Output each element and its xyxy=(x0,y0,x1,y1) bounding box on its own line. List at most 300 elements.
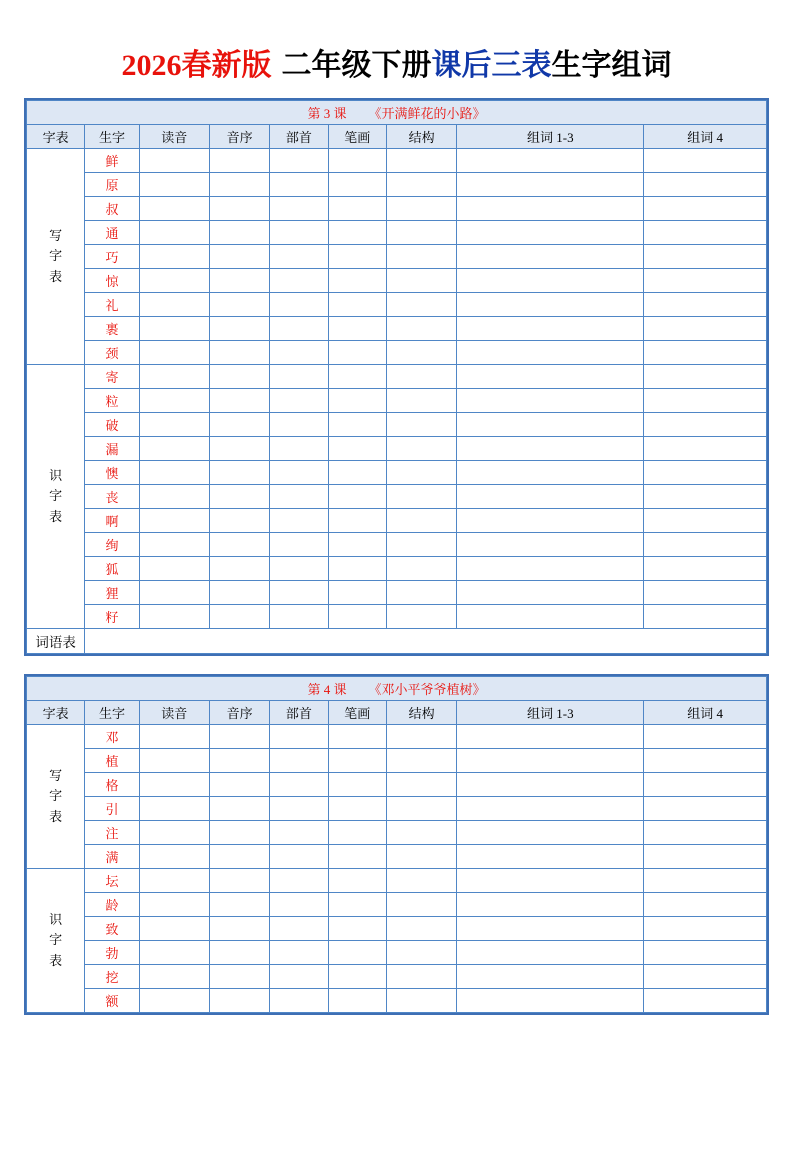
cell-jiegou[interactable] xyxy=(386,509,456,533)
cell-zuci-1-3[interactable] xyxy=(457,845,644,869)
cell-bihua[interactable] xyxy=(328,245,386,269)
cell-zuci-4[interactable] xyxy=(644,293,767,317)
cell-jiegou[interactable] xyxy=(386,941,456,965)
cell-jiegou[interactable] xyxy=(386,461,456,485)
cell-bihua[interactable] xyxy=(328,581,386,605)
cell-duyin[interactable] xyxy=(139,845,209,869)
table-row xyxy=(27,269,767,293)
cell-duyin[interactable] xyxy=(139,725,209,749)
cell-duyin[interactable] xyxy=(139,485,209,509)
table-row xyxy=(27,389,767,413)
col-header-jiegou: 结构 xyxy=(386,701,456,725)
cell-zuci-1-3[interactable] xyxy=(457,533,644,557)
cell-bushou[interactable] xyxy=(270,173,328,197)
lesson-table-4 xyxy=(26,676,767,1013)
table-row xyxy=(27,821,767,845)
cell-word-table-content[interactable] xyxy=(85,629,767,654)
cell-jiegou[interactable] xyxy=(386,245,456,269)
cell-bushou[interactable] xyxy=(270,797,328,821)
cell-zuci-1-3[interactable] xyxy=(457,797,644,821)
cell-bihua[interactable] xyxy=(328,149,386,173)
cell-zuci-4[interactable] xyxy=(644,725,767,749)
cell-duyin[interactable] xyxy=(139,581,209,605)
cell-zuci-1-3[interactable] xyxy=(457,413,644,437)
cell-bihua[interactable] xyxy=(328,869,386,893)
cell-bihua[interactable] xyxy=(328,293,386,317)
cell-bushou[interactable] xyxy=(270,917,328,941)
cell-yinxu[interactable] xyxy=(209,149,269,173)
cell-bihua[interactable] xyxy=(328,509,386,533)
hanzi-cell: 寄 xyxy=(85,365,139,389)
hanzi-cell: 叔 xyxy=(85,197,139,221)
cell-duyin[interactable] xyxy=(139,269,209,293)
table-row xyxy=(27,557,767,581)
cell-duyin[interactable] xyxy=(139,773,209,797)
col-header-zuci-4: 组词 4 xyxy=(644,125,767,149)
cell-duyin[interactable] xyxy=(139,389,209,413)
cell-bushou[interactable] xyxy=(270,509,328,533)
cell-zuci-1-3[interactable] xyxy=(457,989,644,1013)
cell-bihua[interactable] xyxy=(328,989,386,1013)
table-row xyxy=(27,749,767,773)
document-page xyxy=(0,40,793,1162)
cell-jiegou[interactable] xyxy=(386,581,456,605)
cell-zuci-1-3[interactable] xyxy=(457,773,644,797)
cell-zuci-1-3[interactable] xyxy=(457,221,644,245)
cell-bushou[interactable] xyxy=(270,557,328,581)
table-row xyxy=(27,917,767,941)
col-header-bihua: 笔画 xyxy=(328,701,386,725)
hanzi-cell: 破 xyxy=(85,413,139,437)
table-row xyxy=(27,797,767,821)
cell-jiegou[interactable] xyxy=(386,869,456,893)
cell-yinxu[interactable] xyxy=(209,173,269,197)
cell-yinxu[interactable] xyxy=(209,557,269,581)
cell-jiegou[interactable] xyxy=(386,605,456,629)
cell-bushou[interactable] xyxy=(270,869,328,893)
hanzi-cell: 懊 xyxy=(85,461,139,485)
cell-zuci-1-3[interactable] xyxy=(457,485,644,509)
cell-duyin[interactable] xyxy=(139,509,209,533)
lesson-name: 《邓小平爷爷植树》 xyxy=(368,682,486,697)
table-row xyxy=(27,437,767,461)
col-header-shengzi: 生字 xyxy=(85,125,139,149)
cell-bihua[interactable] xyxy=(328,941,386,965)
hanzi-cell: 丧 xyxy=(85,485,139,509)
cell-jiegou[interactable] xyxy=(386,437,456,461)
cell-zuci-4[interactable] xyxy=(644,605,767,629)
cell-zuci-1-3[interactable] xyxy=(457,965,644,989)
cell-bushou[interactable] xyxy=(270,293,328,317)
cell-zuci-4[interactable] xyxy=(644,485,767,509)
cell-yinxu[interactable] xyxy=(209,269,269,293)
cell-zuci-1-3[interactable] xyxy=(457,149,644,173)
group-label-word-table: 词语表 xyxy=(27,629,85,654)
hanzi-cell: 坛 xyxy=(85,869,139,893)
cell-zuci-4[interactable] xyxy=(644,965,767,989)
cell-bushou[interactable] xyxy=(270,317,328,341)
cell-jiegou[interactable] xyxy=(386,893,456,917)
cell-zuci-4[interactable] xyxy=(644,533,767,557)
cell-zuci-4[interactable] xyxy=(644,197,767,221)
hanzi-cell: 挖 xyxy=(85,965,139,989)
cell-bihua[interactable] xyxy=(328,797,386,821)
hanzi-cell: 邓 xyxy=(85,725,139,749)
cell-zuci-4[interactable] xyxy=(644,365,767,389)
cell-bihua[interactable] xyxy=(328,605,386,629)
cell-yinxu[interactable] xyxy=(209,197,269,221)
cell-zuci-1-3[interactable] xyxy=(457,509,644,533)
hanzi-cell: 惊 xyxy=(85,269,139,293)
hanzi-cell: 植 xyxy=(85,749,139,773)
cell-zuci-1-3[interactable] xyxy=(457,389,644,413)
cell-zuci-4[interactable] xyxy=(644,269,767,293)
column-header-row xyxy=(27,701,767,725)
word-table-row xyxy=(27,629,767,654)
cell-bihua[interactable] xyxy=(328,533,386,557)
cell-bihua[interactable] xyxy=(328,413,386,437)
cell-yinxu[interactable] xyxy=(209,869,269,893)
cell-duyin[interactable] xyxy=(139,821,209,845)
cell-yinxu[interactable] xyxy=(209,797,269,821)
cell-duyin[interactable] xyxy=(139,989,209,1013)
cell-bihua[interactable] xyxy=(328,269,386,293)
cell-yinxu[interactable] xyxy=(209,365,269,389)
cell-bushou[interactable] xyxy=(270,605,328,629)
cell-duyin[interactable] xyxy=(139,197,209,221)
cell-yinxu[interactable] xyxy=(209,725,269,749)
table-row xyxy=(27,341,767,365)
cell-yinxu[interactable] xyxy=(209,845,269,869)
cell-zuci-4[interactable] xyxy=(644,461,767,485)
cell-duyin[interactable] xyxy=(139,917,209,941)
cell-jiegou[interactable] xyxy=(386,725,456,749)
cell-zuci-1-3[interactable] xyxy=(457,245,644,269)
cell-bihua[interactable] xyxy=(328,461,386,485)
cell-zuci-1-3[interactable] xyxy=(457,557,644,581)
cell-duyin[interactable] xyxy=(139,365,209,389)
cell-bushou[interactable] xyxy=(270,581,328,605)
cell-jiegou[interactable] xyxy=(386,269,456,293)
cell-bushou[interactable] xyxy=(270,341,328,365)
cell-bushou[interactable] xyxy=(270,461,328,485)
col-header-bihua: 笔画 xyxy=(328,125,386,149)
cell-zuci-4[interactable] xyxy=(644,389,767,413)
cell-yinxu[interactable] xyxy=(209,941,269,965)
cell-jiegou[interactable] xyxy=(386,317,456,341)
title-part-topic: 生字组词 xyxy=(551,49,672,82)
cell-bushou[interactable] xyxy=(270,749,328,773)
cell-duyin[interactable] xyxy=(139,893,209,917)
cell-yinxu[interactable] xyxy=(209,245,269,269)
cell-zuci-1-3[interactable] xyxy=(457,749,644,773)
cell-jiegou[interactable] xyxy=(386,485,456,509)
hanzi-cell: 礼 xyxy=(85,293,139,317)
cell-jiegou[interactable] xyxy=(386,749,456,773)
cell-zuci-4[interactable] xyxy=(644,845,767,869)
cell-bihua[interactable] xyxy=(328,485,386,509)
lesson-table-3 xyxy=(26,100,767,654)
cell-duyin[interactable] xyxy=(139,341,209,365)
hanzi-cell: 漏 xyxy=(85,437,139,461)
cell-zuci-4[interactable] xyxy=(644,869,767,893)
cell-bihua[interactable] xyxy=(328,749,386,773)
table-row xyxy=(27,413,767,437)
cell-jiegou[interactable] xyxy=(386,773,456,797)
cell-jiegou[interactable] xyxy=(386,965,456,989)
cell-bihua[interactable] xyxy=(328,317,386,341)
cell-jiegou[interactable] xyxy=(386,917,456,941)
cell-yinxu[interactable] xyxy=(209,893,269,917)
cell-bushou[interactable] xyxy=(270,245,328,269)
cell-zuci-4[interactable] xyxy=(644,941,767,965)
cell-zuci-4[interactable] xyxy=(644,797,767,821)
cell-zuci-4[interactable] xyxy=(644,245,767,269)
cell-bihua[interactable] xyxy=(328,845,386,869)
table-row xyxy=(27,773,767,797)
cell-bihua[interactable] xyxy=(328,773,386,797)
table-row xyxy=(27,485,767,509)
cell-duyin[interactable] xyxy=(139,749,209,773)
cell-duyin[interactable] xyxy=(139,533,209,557)
cell-yinxu[interactable] xyxy=(209,437,269,461)
hanzi-cell: 注 xyxy=(85,821,139,845)
cell-duyin[interactable] xyxy=(139,869,209,893)
cell-bushou[interactable] xyxy=(270,389,328,413)
table-row xyxy=(27,293,767,317)
cell-zuci-1-3[interactable] xyxy=(457,581,644,605)
cell-yinxu[interactable] xyxy=(209,317,269,341)
cell-zuci-1-3[interactable] xyxy=(457,293,644,317)
cell-yinxu[interactable] xyxy=(209,341,269,365)
cell-zuci-1-3[interactable] xyxy=(457,269,644,293)
cell-zuci-4[interactable] xyxy=(644,173,767,197)
cell-zuci-1-3[interactable] xyxy=(457,917,644,941)
cell-bihua[interactable] xyxy=(328,725,386,749)
cell-yinxu[interactable] xyxy=(209,989,269,1013)
cell-bihua[interactable] xyxy=(328,437,386,461)
cell-bihua[interactable] xyxy=(328,821,386,845)
cell-zuci-1-3[interactable] xyxy=(457,869,644,893)
hanzi-cell: 巧 xyxy=(85,245,139,269)
cell-bushou[interactable] xyxy=(270,893,328,917)
cell-bushou[interactable] xyxy=(270,149,328,173)
cell-bihua[interactable] xyxy=(328,557,386,581)
col-header-jiegou: 结构 xyxy=(386,125,456,149)
cell-zuci-1-3[interactable] xyxy=(457,461,644,485)
cell-zuci-4[interactable] xyxy=(644,989,767,1013)
cell-bihua[interactable] xyxy=(328,365,386,389)
cell-yinxu[interactable] xyxy=(209,965,269,989)
cell-duyin[interactable] xyxy=(139,413,209,437)
cell-bushou[interactable] xyxy=(270,773,328,797)
cell-yinxu[interactable] xyxy=(209,293,269,317)
col-header-zuci-4: 组词 4 xyxy=(644,701,767,725)
cell-jiegou[interactable] xyxy=(386,389,456,413)
cell-yinxu[interactable] xyxy=(209,605,269,629)
cell-zuci-4[interactable] xyxy=(644,581,767,605)
cell-jiegou[interactable] xyxy=(386,413,456,437)
cell-duyin[interactable] xyxy=(139,557,209,581)
table-row xyxy=(27,893,767,917)
table-row xyxy=(27,869,767,893)
cell-zuci-4[interactable] xyxy=(644,893,767,917)
hanzi-cell: 粒 xyxy=(85,389,139,413)
cell-bushou[interactable] xyxy=(270,533,328,557)
cell-jiegou[interactable] xyxy=(386,149,456,173)
cell-zuci-4[interactable] xyxy=(644,557,767,581)
cell-jiegou[interactable] xyxy=(386,533,456,557)
table-row xyxy=(27,989,767,1013)
cell-zuci-1-3[interactable] xyxy=(457,317,644,341)
cell-jiegou[interactable] xyxy=(386,341,456,365)
cell-bushou[interactable] xyxy=(270,365,328,389)
cell-duyin[interactable] xyxy=(139,437,209,461)
cell-zuci-4[interactable] xyxy=(644,341,767,365)
col-header-zibiao: 字表 xyxy=(27,125,85,149)
cell-zuci-1-3[interactable] xyxy=(457,173,644,197)
hanzi-cell: 狐 xyxy=(85,557,139,581)
hanzi-cell: 满 xyxy=(85,845,139,869)
cell-yinxu[interactable] xyxy=(209,221,269,245)
hanzi-cell: 额 xyxy=(85,989,139,1013)
cell-duyin[interactable] xyxy=(139,221,209,245)
lesson-number: 第 3 课 xyxy=(307,106,347,121)
group-label-write-table: 写 字 表 xyxy=(27,149,85,365)
cell-zuci-1-3[interactable] xyxy=(457,821,644,845)
title-part-grade: 二年级下册 xyxy=(281,49,432,82)
cell-bushou[interactable] xyxy=(270,965,328,989)
cell-jiegou[interactable] xyxy=(386,221,456,245)
cell-yinxu[interactable] xyxy=(209,821,269,845)
table-row xyxy=(27,173,767,197)
column-header-row xyxy=(27,125,767,149)
hanzi-cell: 致 xyxy=(85,917,139,941)
cell-zuci-4[interactable] xyxy=(644,917,767,941)
cell-zuci-4[interactable] xyxy=(644,317,767,341)
cell-yinxu[interactable] xyxy=(209,485,269,509)
cell-yinxu[interactable] xyxy=(209,509,269,533)
cell-jiegou[interactable] xyxy=(386,557,456,581)
group-label-write-table: 写 字 表 xyxy=(27,725,85,869)
cell-yinxu[interactable] xyxy=(209,581,269,605)
cell-zuci-4[interactable] xyxy=(644,749,767,773)
cell-bushou[interactable] xyxy=(270,413,328,437)
table-row xyxy=(27,941,767,965)
cell-jiegou[interactable] xyxy=(386,173,456,197)
cell-zuci-1-3[interactable] xyxy=(457,725,644,749)
cell-duyin[interactable] xyxy=(139,293,209,317)
hanzi-cell: 鲜 xyxy=(85,149,139,173)
title-part-section: 课后三表 xyxy=(431,49,552,82)
cell-bushou[interactable] xyxy=(270,485,328,509)
col-header-bushou: 部首 xyxy=(270,701,328,725)
col-header-yinxu: 音序 xyxy=(209,701,269,725)
lesson-card-3 xyxy=(24,98,769,656)
cell-zuci-4[interactable] xyxy=(644,413,767,437)
cell-duyin[interactable] xyxy=(139,149,209,173)
hanzi-cell: 格 xyxy=(85,773,139,797)
cell-yinxu[interactable] xyxy=(209,461,269,485)
cell-duyin[interactable] xyxy=(139,173,209,197)
cell-bihua[interactable] xyxy=(328,173,386,197)
lesson-number: 第 4 课 xyxy=(307,682,347,697)
col-header-zuci-1-3: 组词 1-3 xyxy=(457,125,644,149)
cell-bushou[interactable] xyxy=(270,941,328,965)
cell-bihua[interactable] xyxy=(328,197,386,221)
cell-bihua[interactable] xyxy=(328,893,386,917)
cell-bushou[interactable] xyxy=(270,725,328,749)
hanzi-cell: 原 xyxy=(85,173,139,197)
cell-zuci-1-3[interactable] xyxy=(457,197,644,221)
cell-yinxu[interactable] xyxy=(209,749,269,773)
table-row xyxy=(27,245,767,269)
cell-bihua[interactable] xyxy=(328,965,386,989)
cell-yinxu[interactable] xyxy=(209,917,269,941)
cell-bushou[interactable] xyxy=(270,437,328,461)
cell-duyin[interactable] xyxy=(139,965,209,989)
cell-bihua[interactable] xyxy=(328,389,386,413)
col-header-duyin: 读音 xyxy=(139,701,209,725)
cell-yinxu[interactable] xyxy=(209,413,269,437)
cell-bihua[interactable] xyxy=(328,221,386,245)
hanzi-cell: 颈 xyxy=(85,341,139,365)
cell-bushou[interactable] xyxy=(270,821,328,845)
cell-jiegou[interactable] xyxy=(386,293,456,317)
cell-yinxu[interactable] xyxy=(209,773,269,797)
cell-duyin[interactable] xyxy=(139,461,209,485)
cell-bushou[interactable] xyxy=(270,845,328,869)
cell-duyin[interactable] xyxy=(139,245,209,269)
hanzi-cell: 引 xyxy=(85,797,139,821)
cell-bihua[interactable] xyxy=(328,341,386,365)
cell-zuci-4[interactable] xyxy=(644,821,767,845)
cell-duyin[interactable] xyxy=(139,797,209,821)
cell-duyin[interactable] xyxy=(139,317,209,341)
cell-jiegou[interactable] xyxy=(386,989,456,1013)
cell-zuci-4[interactable] xyxy=(644,509,767,533)
cell-zuci-1-3[interactable] xyxy=(457,605,644,629)
cell-jiegou[interactable] xyxy=(386,365,456,389)
cell-zuci-4[interactable] xyxy=(644,437,767,461)
cell-bihua[interactable] xyxy=(328,917,386,941)
cell-duyin[interactable] xyxy=(139,605,209,629)
col-header-bushou: 部首 xyxy=(270,125,328,149)
cell-zuci-1-3[interactable] xyxy=(457,941,644,965)
cell-zuci-4[interactable] xyxy=(644,149,767,173)
hanzi-cell: 通 xyxy=(85,221,139,245)
table-row xyxy=(27,461,767,485)
cell-zuci-4[interactable] xyxy=(644,773,767,797)
cell-zuci-1-3[interactable] xyxy=(457,365,644,389)
cell-yinxu[interactable] xyxy=(209,533,269,557)
lesson-header-row xyxy=(27,101,767,125)
cell-bushou[interactable] xyxy=(270,989,328,1013)
cell-jiegou[interactable] xyxy=(386,797,456,821)
cell-zuci-4[interactable] xyxy=(644,221,767,245)
cell-yinxu[interactable] xyxy=(209,389,269,413)
cell-zuci-1-3[interactable] xyxy=(457,341,644,365)
cell-bushou[interactable] xyxy=(270,221,328,245)
cell-bushou[interactable] xyxy=(270,269,328,293)
cell-zuci-1-3[interactable] xyxy=(457,437,644,461)
cell-zuci-1-3[interactable] xyxy=(457,893,644,917)
cell-jiegou[interactable] xyxy=(386,197,456,221)
cell-duyin[interactable] xyxy=(139,941,209,965)
cell-jiegou[interactable] xyxy=(386,845,456,869)
cell-bushou[interactable] xyxy=(270,197,328,221)
cell-jiegou[interactable] xyxy=(386,821,456,845)
